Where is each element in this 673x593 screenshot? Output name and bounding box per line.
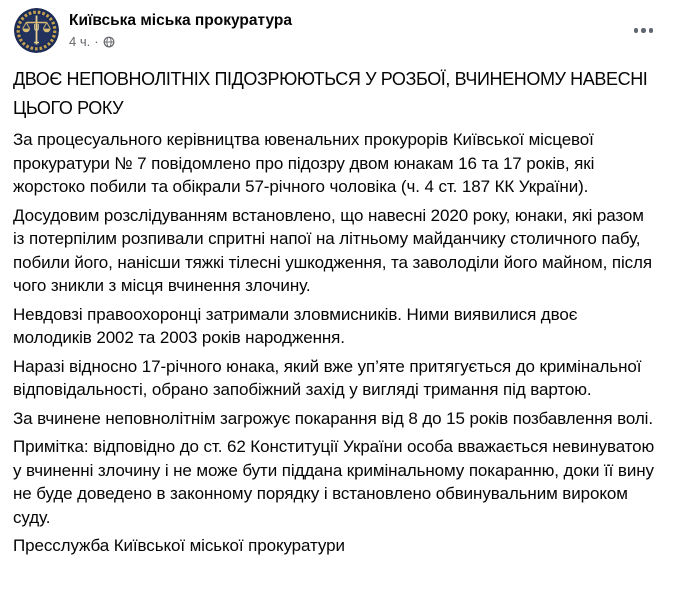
post-paragraph-4: Наразі відносно 17-річного юнака, який вже уп’яте притягується до кримінальної відповідальності, обрано запобіжний захід у вигляді тримання під вартою. xyxy=(13,356,642,399)
post-paragraph-2: Досудовим розслідуванням встановлено, що навесні 2020 року, юнаки, які разом із потерпілим розпивали спритні напої на літньому майданчику столичного пабу, побили його, нанісши тяжкі тілесні ушкодження, та заволоділи його майном, після чого зникли з місця вчинення злочину. xyxy=(13,205,652,295)
post-paragraph-5: За вчинене неповнолітнім загрожує покарання від 8 до 15 років позбавлення волі. xyxy=(13,408,653,428)
post-body xyxy=(0,53,673,558)
menu-dot-icon xyxy=(634,28,639,33)
menu-dot-icon xyxy=(641,28,646,33)
globe-public-icon xyxy=(103,36,115,48)
post-menu-button[interactable] xyxy=(630,22,658,39)
page-name-link[interactable]: Київська міська прокуратура xyxy=(69,12,292,29)
page-avatar[interactable] xyxy=(14,8,59,53)
post-paragraph-1: За процесуального керівництва ювенальних прокурорів Київської місцевої прокуратури № 7 повідомлено про підозру двом юнакам 16 та 17 років, які жорстоко побили та обікрали 57-річного чоловіка (ч. 4 ст. 187 КК України). xyxy=(13,130,595,196)
post-paragraph-3: Невдовзі правоохоронці затримали зловмисників. Ними виявилися двоє молодиків 2002 та 2003 років народження. xyxy=(13,304,578,347)
post-meta xyxy=(69,34,292,50)
timestamp-link[interactable]: 4 ч. xyxy=(69,34,91,49)
post-header xyxy=(0,0,673,53)
post-title: ДВОЄ НЕПОВНОЛІТНІХ ПІДОЗРЮЮТЬСЯ У РОЗБОЇ, ВЧИНЕНОМУ НАВЕСНІ ЦЬОГО РОКУ xyxy=(13,69,648,118)
post-paragraph-6: Примітка: відповідно до ст. 62 Конституції України особа вважається невинуватою у вчиненні злочину і не може бути піддана кримінальному покаранню, доки її вину не буде доведено в законному порядку і встановлено обвинувальним вироком суду. xyxy=(13,437,655,527)
menu-dot-icon xyxy=(649,28,654,33)
prosecutor-emblem-icon xyxy=(14,8,59,53)
meta-dot-separator: · xyxy=(94,34,99,49)
post-signature: Пресслужба Київської міської прокуратури xyxy=(13,536,345,555)
header-text xyxy=(69,8,292,50)
